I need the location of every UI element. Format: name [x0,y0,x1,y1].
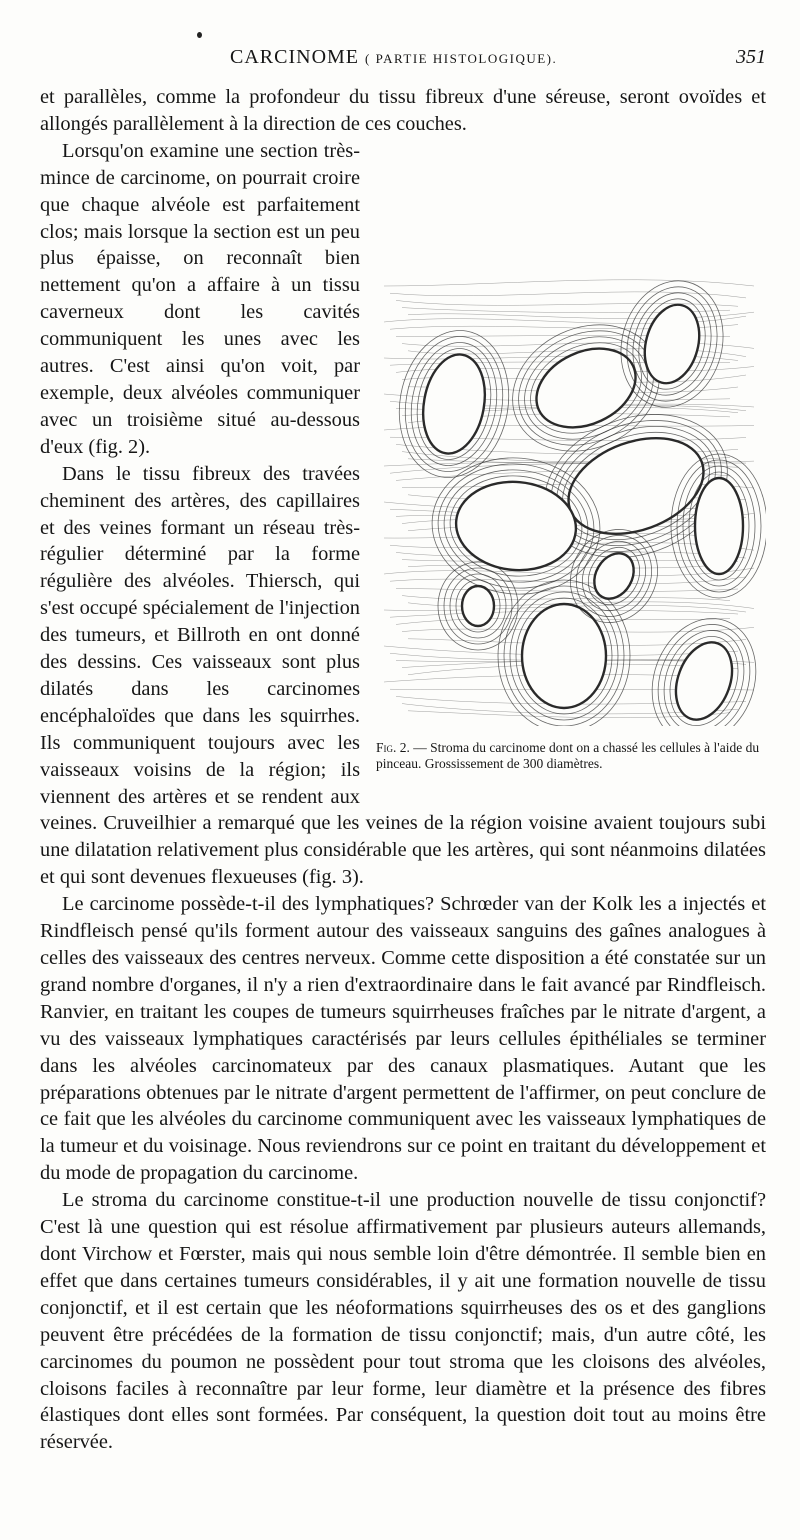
figure-caption [374,740,766,772]
alveolus-cavity [524,333,649,442]
alveolus-cavity [416,349,492,458]
paragraph-5: Le stroma du carcinome constitue-t-il une production nouvelle de tissu conjonctif? C'est là une question qui est résolue affirmativement par plusieurs auteurs allemands, dont Virchow et Fœrster, mais qui nous semble loin d'être démontrée. Il semble bien en effet que dans certaines tumeurs considérables, il y ait une formation nouvelle de tissu conjonctif, et il est certain que les néoformations squirrheuses des os et des ganglions peuvent être précédées de la formation de tissu conjonctif; mais, d'un autre côté, les carcinomes du poumon ne possèdent pour tout stroma que les cloisons des alvéoles, cloisons faciles à reconnaître par leur forme, leur diamètre et la présence des fibres élastiques dont elles sont formées. Par conséquent, la question doit tout au moins être réservée. [40,1189,766,1454]
paragraph-4: Le carcinome possède-t-il des lymphatiques? Schrœder van der Kolk les a injectés et Rindfleisch pensé qu'ils forment autour des vaisseaux sanguins des gaînes analogues à celles des vaisseaux des centres nerveux. Comme cette disposition a été constatée sur un grand nombre d'organes, il n'y a rien d'extraordinaire dans le fait avancé par Rindfleisch. Ranvier, en traitant les coupes de tumeurs squirrheuses fraîches par le nitrate d'argent, a vu des vaisseaux lymphatiques caractérisés par leurs cellules épithéliales se terminer dans les alvéoles carcinomateux par des canaux plasmatiques. Autant que les préparations obtenues par le nitrate d'argent permettent de l'affirmer, on peut conclure de ce fait que les alvéoles du carcinome communiquent avec les vaisseaux lymphatiques de la tumeur et du voisinage. Nous reviendrons sur ce point en traitant du développement et du mode de propagation du carcinome. [40,893,766,1185]
stroma-illustration [374,276,766,726]
alveolus-cavity [462,586,494,626]
figure-label: Fig. 2. [376,739,410,755]
paragraph-2: Lorsqu'on examine une section très-mince de carcinome, on pourrait croire que chaque alvéole est parfaitement clos; mais lorsque la section est un peu plus épaisse, on reconnaît bien nettement qu'on a affaire à un tissu caverneux dont les cavités communiquent les unes avec les autres. C'est ainsi qu'on voit, par exemple, deux alvéoles communiquer avec un troisième situé au-dessous d'eux (fig. 2). [40,139,360,458]
fiber-strand [396,300,738,306]
running-title [230,46,557,69]
alveolus-cavity [695,478,743,574]
figure-2 [374,276,766,804]
header-subtitle: ( PARTIE HISTOLOGIQUE). [365,51,558,66]
paragraph-1: et parallèles, comme la profondeur du tissu fibreux d'une séreuse, seront ovoïdes et allongés parallèlement à la direction de ces couches. [40,86,766,135]
alveolus-cavity [666,634,742,725]
fiber-strand [384,280,754,286]
paragraph-3: Dans le tissu fibreux des travées cheminent des artères, des capillaires et des veines formant un réseau très-régulier déterminé par la forme régulière des alvéoles. Thiersch, qui s'est occupé spécialement de l'injection des tumeurs, et Billroth en ont donné des dessins. Ces vaisseaux sont plus dilatés dans les carcinomes encéphaloïdes que dans les squirrhes. Ils communiquent toujours avec les vaisseaux voisins de la région; ils viennent des artères et se rendent aux veines. Cruveilhier a remarqué que les veines de la région voisine avaient toujours subi une dilatation relativement plus considérable que les artères, qui sont néanmoins dilatées et qui sont devenues flexueuses (fig. 3). [40,462,766,889]
figure-caption-text: — Stroma du carcinome dont on a chassé les cellules à l'aide du pinceau. Grossissement de 300 diamètres. [376,739,760,771]
header-title: CARCINOME [230,46,360,68]
body-text [40,84,766,1456]
alveolus-cavity [452,477,579,575]
running-header [40,46,766,76]
fiber-strand [384,568,754,576]
page-number: 351 [736,46,766,68]
print-speck [197,32,202,38]
